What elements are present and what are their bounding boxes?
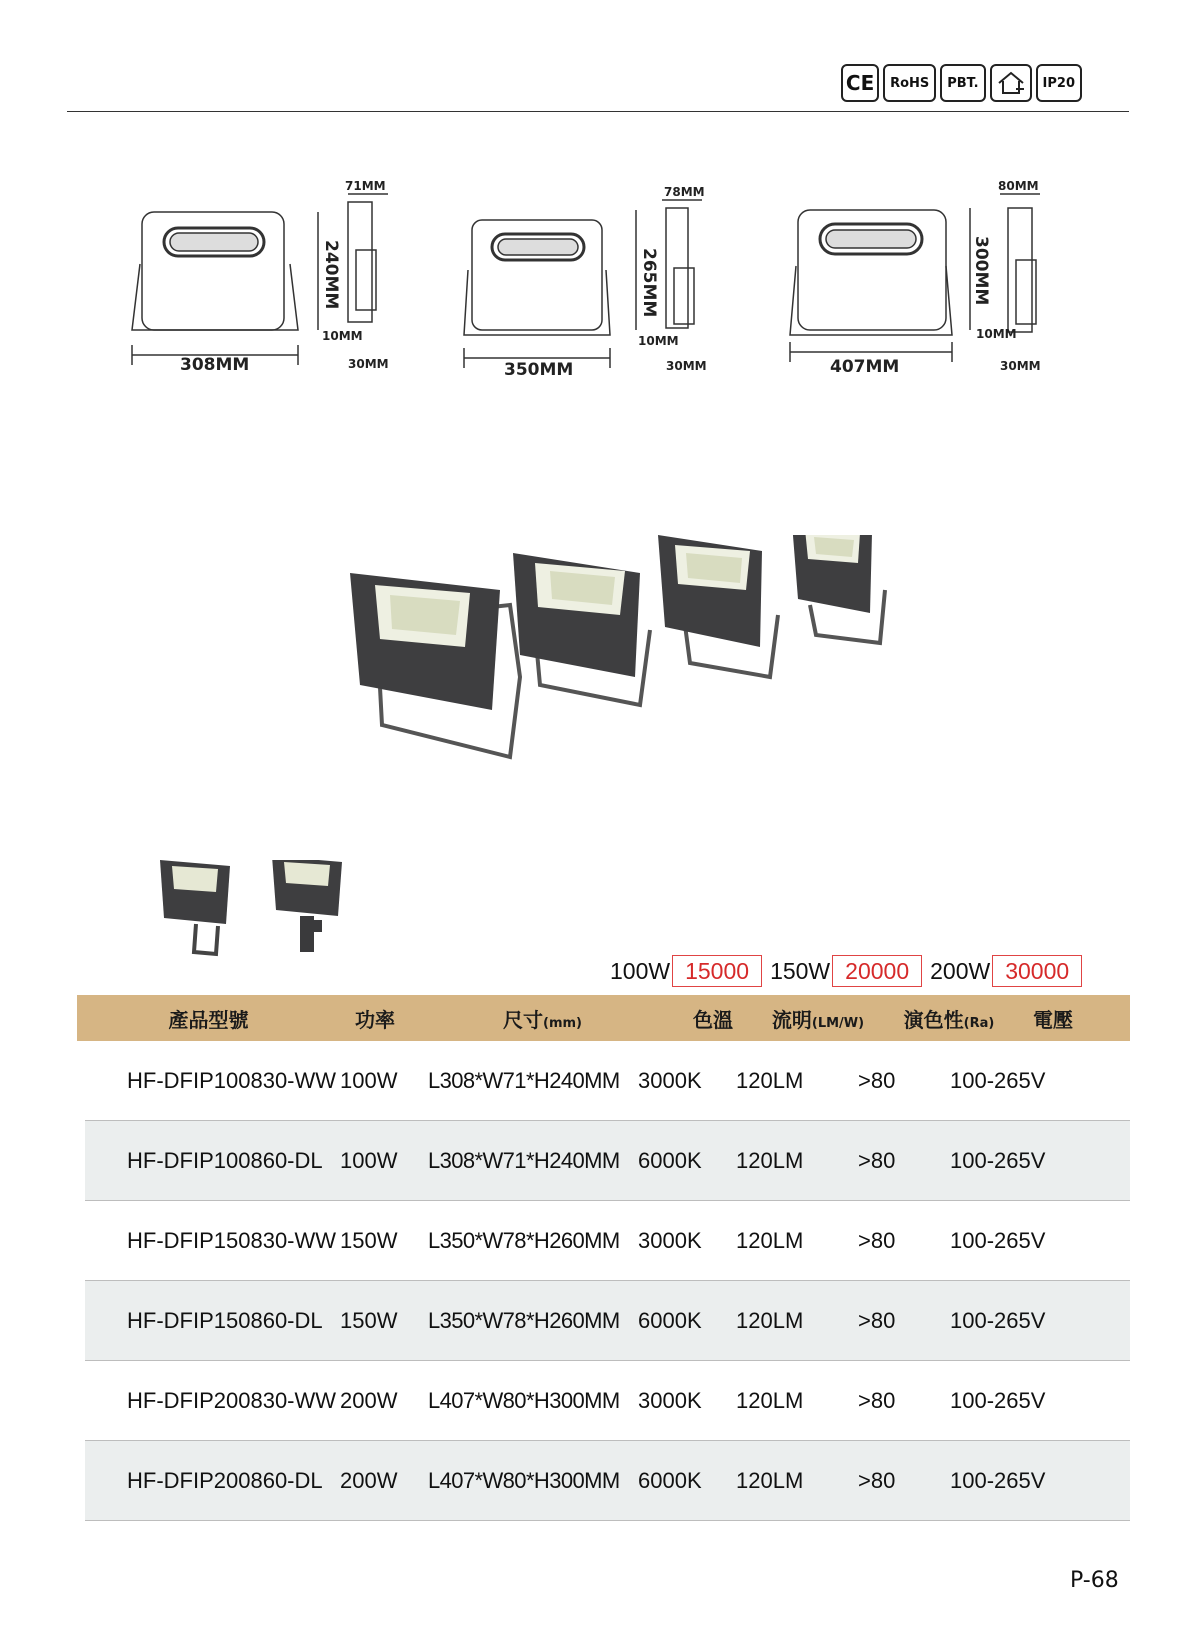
header-cri-label: 演色性 — [903, 1007, 964, 1032]
cell-efficacy: 120LM — [736, 1467, 804, 1493]
height-label-1: 240MM — [321, 240, 341, 310]
rohs-mark: RoHS — [883, 64, 936, 102]
lumen-watt-3: 200W — [930, 957, 991, 984]
cell-efficacy: 120LM — [736, 1227, 804, 1253]
cell-cri: >80 — [858, 1307, 896, 1333]
cell-size: L308*W71*H240MM — [428, 1067, 620, 1093]
table-row — [85, 1201, 1130, 1281]
cell-model: HF-DFIP150830-WW — [127, 1227, 337, 1253]
cell-model: HF-DFIP150860-DL — [127, 1307, 323, 1333]
header-size-unit: (mm) — [543, 1015, 582, 1031]
cell-size: L350*W78*H260MM — [428, 1227, 620, 1253]
mount-label-3: 30MM — [1000, 359, 1041, 373]
cell-power: 150W — [340, 1227, 398, 1253]
cell-cri: >80 — [858, 1067, 896, 1093]
header-rule — [67, 111, 1129, 112]
depth-label-3: 80MM — [998, 180, 1039, 193]
cell-model: HF-DFIP200830-WW — [127, 1387, 337, 1413]
header-efficacy — [751, 1004, 885, 1033]
cell-voltage: 100-265V — [950, 1387, 1046, 1413]
lumen-value-2: 20000 — [832, 955, 922, 987]
width-label-2: 350MM — [504, 360, 574, 380]
header-model: 產品型號 — [168, 1007, 249, 1032]
ce-mark: CE — [841, 64, 879, 102]
yoke-mount-thumbnail — [160, 860, 230, 954]
cell-size: L350*W78*H260MM — [428, 1307, 620, 1333]
cell-cct: 6000K — [638, 1467, 702, 1493]
cell-voltage: 100-265V — [950, 1307, 1046, 1333]
spec-table — [77, 995, 1130, 1521]
dimension-drawings — [130, 180, 1090, 400]
depth-label-2: 78MM — [664, 185, 705, 199]
floodlight-50w-image — [792, 535, 885, 643]
cell-power: 100W — [340, 1067, 398, 1093]
cell-cri: >80 — [858, 1387, 896, 1413]
product-photo-group — [350, 535, 930, 789]
cell-power: 200W — [340, 1387, 398, 1413]
cell-cct: 3000K — [638, 1227, 702, 1253]
mount-label-1: 30MM — [348, 357, 389, 371]
cell-cri: >80 — [858, 1467, 896, 1493]
cell-efficacy: 120LM — [736, 1067, 804, 1093]
width-label-3: 407MM — [830, 357, 900, 377]
cell-size: L407*W80*H300MM — [428, 1387, 620, 1413]
cell-size: L308*W71*H240MM — [428, 1147, 620, 1173]
header-size — [410, 1004, 675, 1033]
floodlight-200w-image — [350, 573, 520, 757]
cell-efficacy: 120LM — [736, 1387, 804, 1413]
lumen-watt-2: 150W — [770, 957, 831, 984]
width-label-1: 308MM — [180, 355, 250, 375]
header-voltage: 電壓 — [1033, 1007, 1073, 1032]
lumen-value-1: 15000 — [672, 955, 762, 987]
cell-model: HF-DFIP200860-DL — [127, 1467, 323, 1493]
cell-cri: >80 — [858, 1147, 896, 1173]
table-row — [85, 1281, 1130, 1361]
floodlight-150w-image — [513, 553, 650, 705]
header-size-label: 尺寸 — [503, 1007, 543, 1032]
table-row — [85, 1041, 1130, 1121]
height-label-2: 265MM — [639, 248, 659, 318]
header-cri-unit: (Ra) — [963, 1015, 995, 1031]
header-cri — [885, 1004, 1013, 1033]
table-row — [85, 1361, 1130, 1441]
header-efficacy-label: 流明 — [771, 1007, 812, 1032]
cell-cct: 6000K — [638, 1147, 702, 1173]
height-label-3: 300MM — [971, 236, 991, 306]
ip20-mark: IP20 — [1036, 64, 1082, 102]
page-number: P-68 — [1070, 1568, 1119, 1593]
pbt-mark: PBT. — [940, 64, 985, 102]
lumen-value-3: 30000 — [992, 955, 1082, 987]
cell-voltage: 100-265V — [950, 1147, 1046, 1173]
cell-power: 200W — [340, 1467, 398, 1493]
header-power: 功率 — [355, 1007, 395, 1032]
lumen-summary — [610, 955, 1090, 987]
bracket-label-2: 10MM — [638, 334, 679, 348]
cell-cri: >80 — [858, 1227, 896, 1253]
table-header — [77, 995, 1130, 1041]
cell-model: HF-DFIP100830-WW — [127, 1067, 337, 1093]
cell-efficacy: 120LM — [736, 1147, 804, 1173]
header-cct: 色溫 — [693, 1007, 733, 1032]
cell-efficacy: 120LM — [736, 1307, 804, 1333]
cell-voltage: 100-265V — [950, 1227, 1046, 1253]
cell-voltage: 100-265V — [950, 1067, 1046, 1093]
slip-fitter-thumbnail — [272, 860, 342, 952]
cell-size: L407*W80*H300MM — [428, 1467, 620, 1493]
cell-voltage: 100-265V — [950, 1467, 1046, 1493]
mount-label-2: 30MM — [666, 359, 707, 373]
cell-cct: 3000K — [638, 1067, 702, 1093]
table-row — [85, 1121, 1130, 1201]
cell-power: 100W — [340, 1147, 398, 1173]
floodlight-100w-image — [658, 535, 778, 677]
cell-cct: 3000K — [638, 1387, 702, 1413]
cell-power: 150W — [340, 1307, 398, 1333]
mounting-variant-thumbnails — [160, 860, 360, 964]
table-row — [85, 1441, 1130, 1521]
bracket-label-3: 10MM — [976, 327, 1017, 341]
cell-cct: 6000K — [638, 1307, 702, 1333]
depth-label-1: 71MM — [345, 180, 386, 193]
header-efficacy-unit: (LM/W) — [811, 1015, 865, 1031]
lumen-watt-1: 100W — [610, 957, 671, 984]
cell-model: HF-DFIP100860-DL — [127, 1147, 323, 1173]
indoor-use-icon — [990, 64, 1032, 102]
certification-marks — [841, 64, 1082, 102]
bracket-label-1: 10MM — [322, 329, 363, 343]
